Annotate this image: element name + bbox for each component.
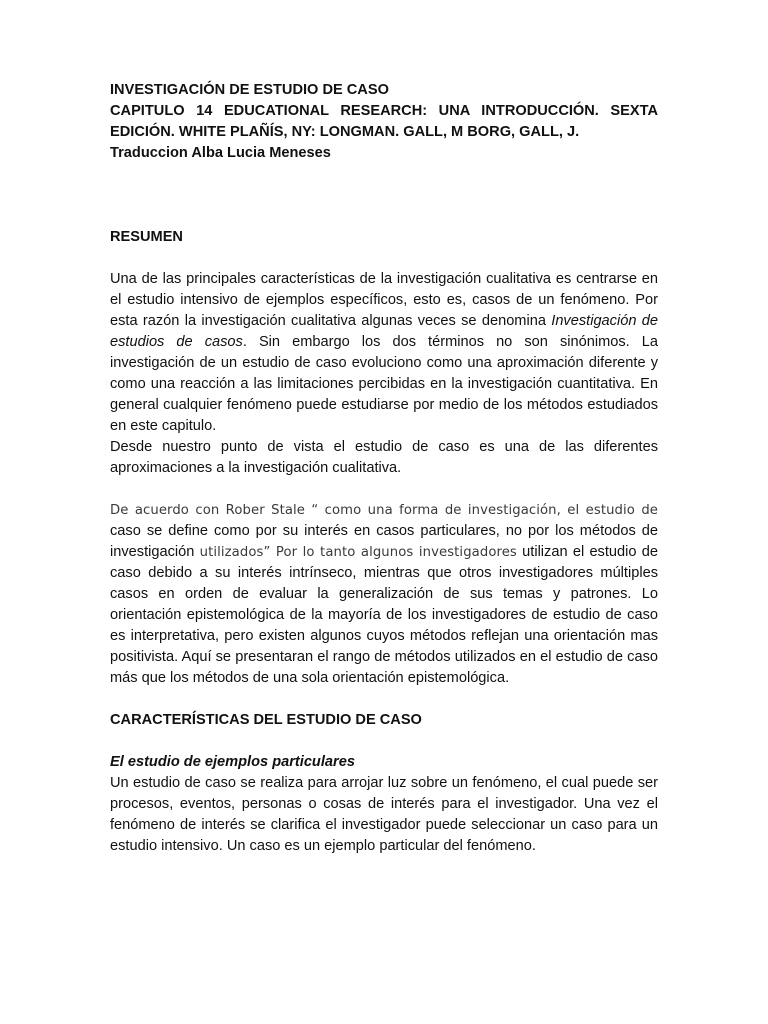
spacer: [110, 164, 658, 227]
resumen-paragraph-2: Desde nuestro punto de vista el estudio de caso es una de las diferentes aproximaciones a la investigación cualitativa.: [110, 439, 658, 476]
resumen-paragraph-3: [110, 500, 658, 689]
quote-text-1: De acuerdo con Rober Stale “ como una forma de investigación, el estudio de: [110, 503, 658, 518]
spacer: [110, 248, 658, 269]
resumen-p1-italic: Investigación de estudios de casos: [110, 313, 658, 350]
caracteristicas-heading: CARACTERÍSTICAS DEL ESTUDIO DE CASO: [110, 712, 422, 728]
spacer: [110, 731, 658, 752]
document-header: [110, 80, 658, 164]
document-citation: CAPITULO 14 EDUCATIONAL RESEARCH: UNA INTRODUCCIÓN. SEXTA EDICIÓN. WHITE PLAÑÍS, NY: LONGMAN. GALL, M BORG, GALL, J.: [110, 103, 658, 140]
resumen-heading: RESUMEN: [110, 229, 183, 245]
resumen-p1-text: Una de las principales características de la investigación cualitativa es centrarse en el estudio intensivo de ejemplos específicos, esto es, casos de un fenómeno. Por esta razón la investigación cualitativa algunas veces se denomina: [110, 271, 658, 329]
paragraph-3-text-2: utilizan el estudio de caso debido a su interés intrínseco, mientras que otros investigadores múltiples casos en orden de evaluar la generalización de sus temas y patrones. Lo orientación epistemológica de la mayoría de los investigadores de estudio de caso es interpretativa, pero existen algunos cuyos métodos reflejan una orientación mas positivista. Aquí se presentaran el rango de métodos utilizados en el estudio de caso más que los métodos de una sola orientación epistemológica.: [110, 544, 658, 686]
resumen-paragraph-1: [110, 269, 658, 437]
paragraph-3-text-1: caso se define como por su interés en casos particulares, no por los métodos de investigación: [110, 523, 658, 560]
resumen-p1-text-after: . Sin embargo los dos términos no son sinónimos. La investigación de un estudio de caso evoluciono como una aproximación diferente y como una reacción a las limitaciones percibidas en la investigación cuantitativa. En general cualquier fenómeno puede estudiarse por medio de los métodos estudiados en este capitulo.: [110, 334, 658, 434]
document-title: INVESTIGACIÓN DE ESTUDIO DE CASO: [110, 82, 389, 98]
spacer: [110, 479, 658, 500]
caracteristicas-subheading: El estudio de ejemplos particulares: [110, 754, 355, 770]
spacer: [110, 689, 658, 710]
caracteristicas-paragraph-1: Un estudio de caso se realiza para arrojar luz sobre un fenómeno, el cual puede ser procesos, eventos, personas o cosas de interés para el investigador. Una vez el fenómeno de interés se clarifica el investigador puede seleccionar un caso para un estudio intensivo. Un caso es un ejemplo particular del fenómeno.: [110, 775, 658, 854]
quote-text-2: utilizados” Por lo tanto algunos investigadores: [199, 545, 517, 560]
document-translator: Traduccion Alba Lucia Meneses: [110, 145, 331, 161]
document-page: [110, 80, 658, 857]
